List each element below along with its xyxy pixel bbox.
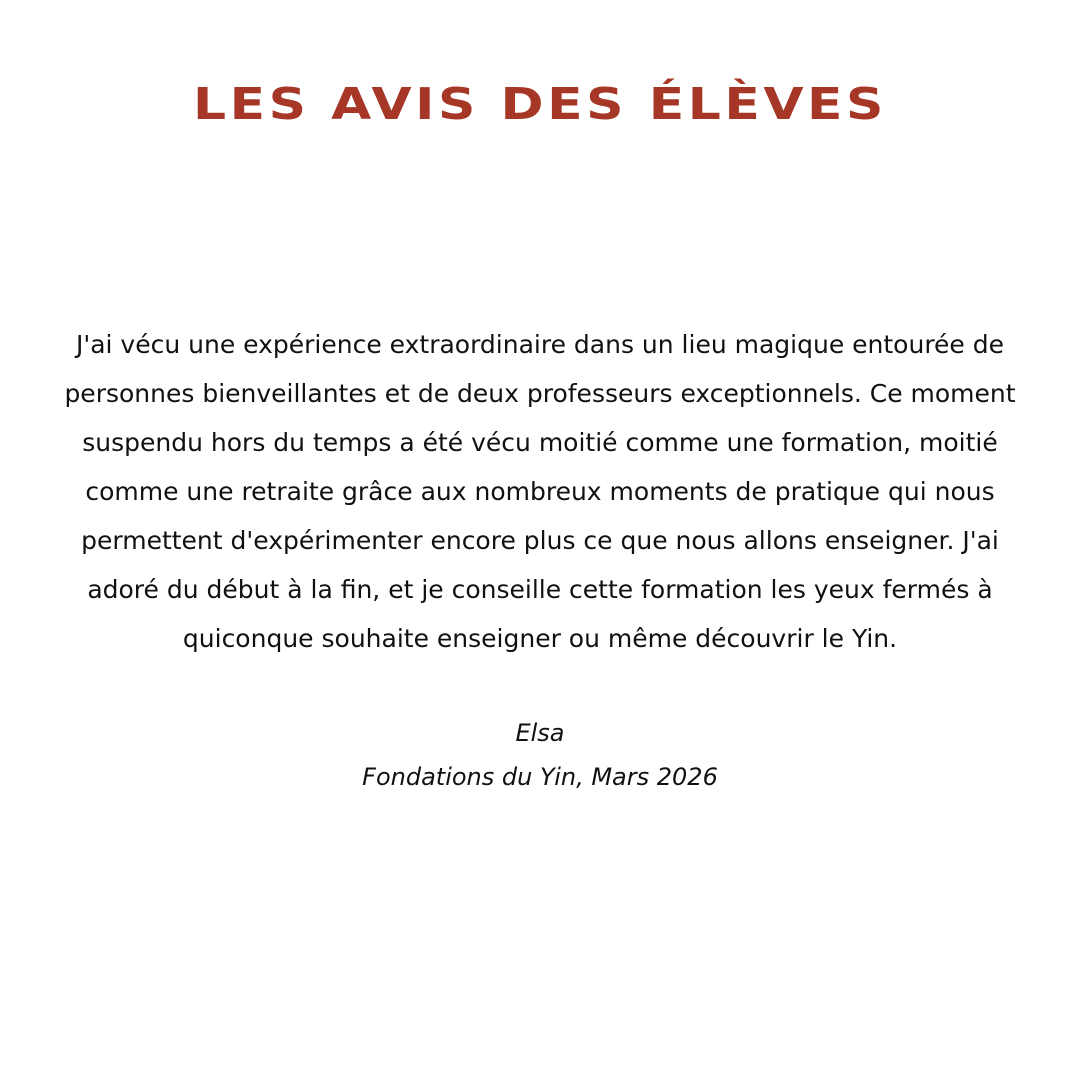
- testimonial-signature: [50, 711, 1030, 799]
- testimonial-text: J'ai vécu une expérience extraordinaire dans un lieu magique entourée de personnes bienveillantes et de deux professeurs exceptionnels. Ce moment suspendu hors du temps a été vécu moitié comme une formation, moitié comme une retraite grâce aux nombreux moments de pratique qui nous permettent d'expérimenter encore plus ce que nous allons enseigner. J'ai adoré du début à la fin, et je conseille cette formation les yeux fermés à quiconque souhaite enseigner ou même découvrir le Yin.: [64, 330, 1016, 653]
- testimonial-card: [50, 320, 1030, 799]
- program-and-date: Fondations du Yin, Mars 2026: [362, 763, 718, 791]
- page-title: LES AVIS DES ÉLÈVES: [192, 79, 887, 130]
- author-name: Elsa: [515, 719, 565, 747]
